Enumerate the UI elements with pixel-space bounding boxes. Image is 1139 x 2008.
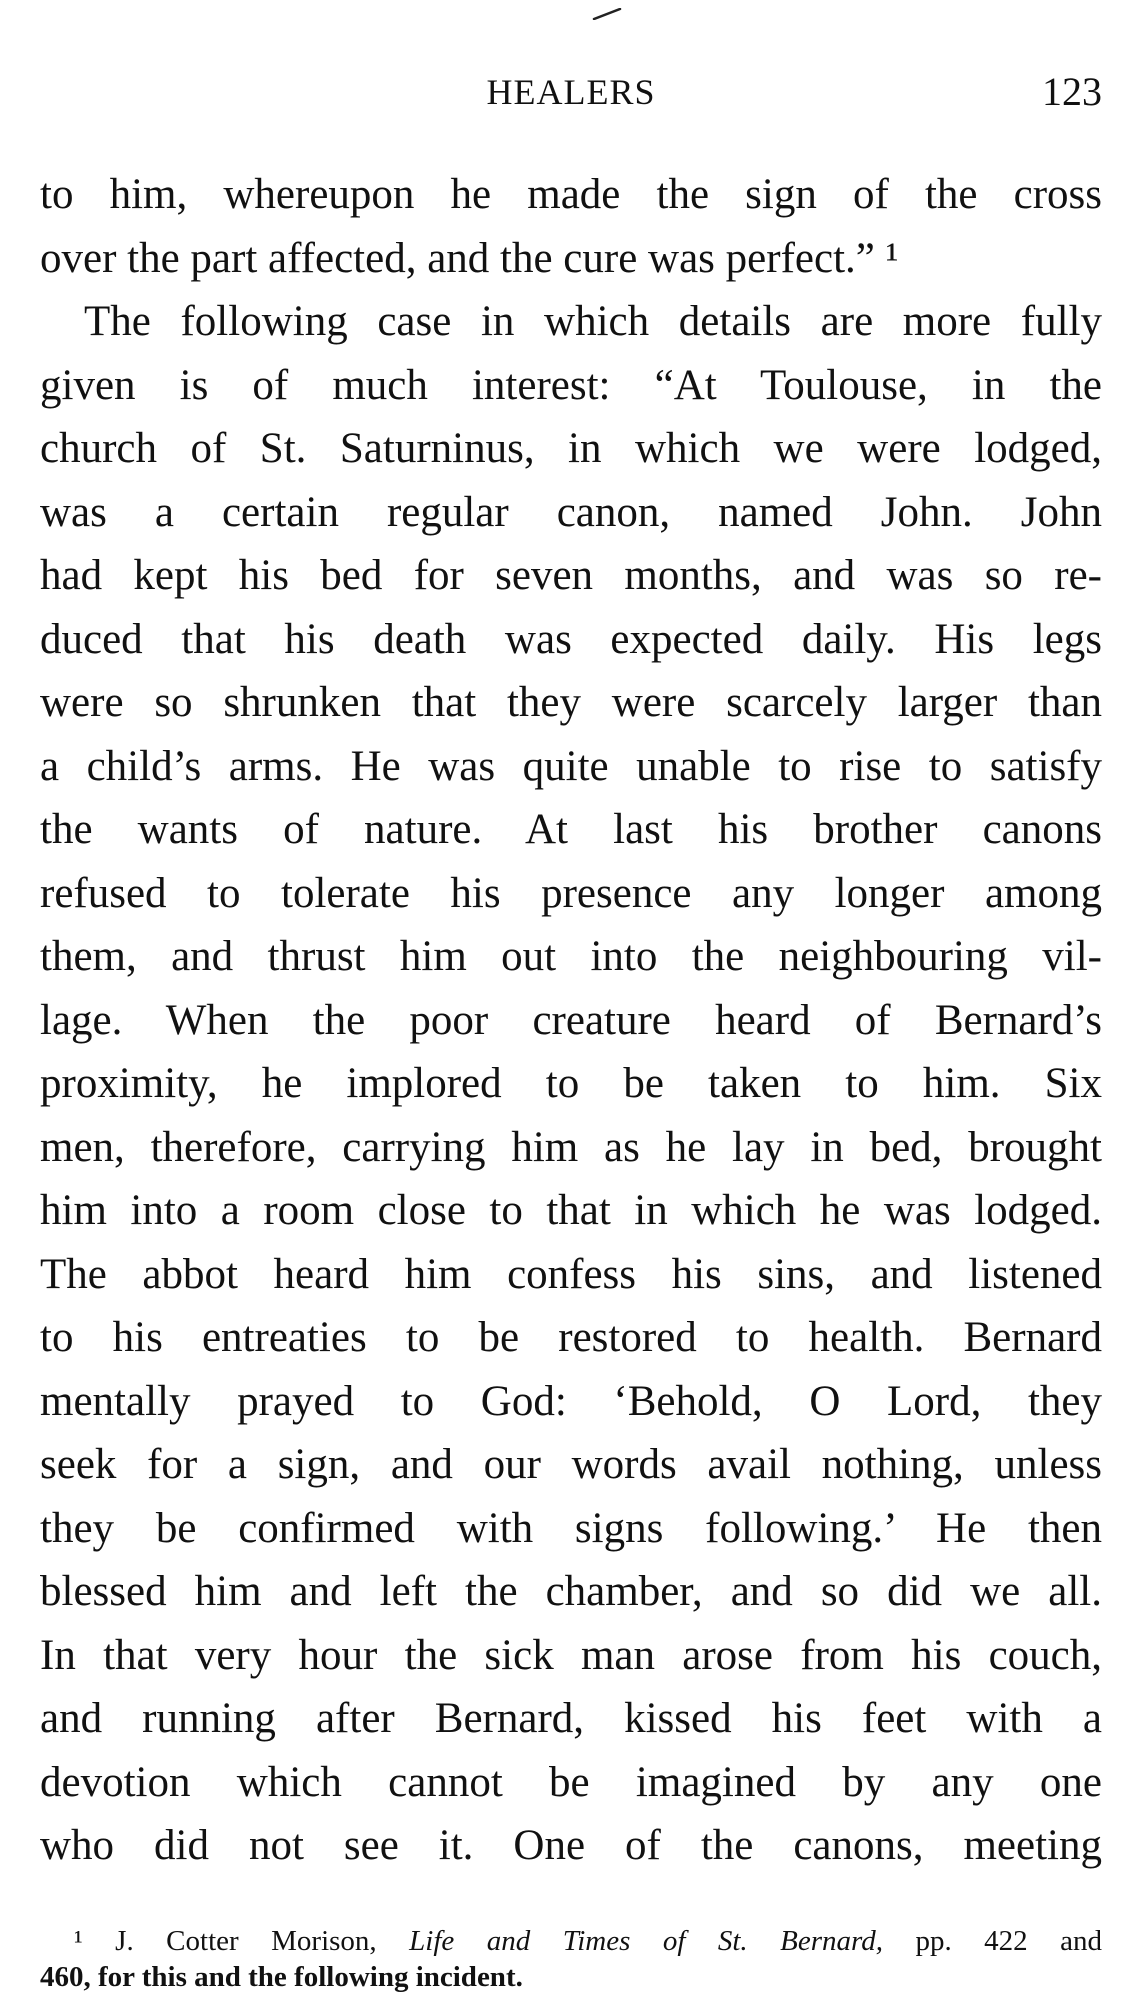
text-line: had kept his bed for seven months, and was so re-: [40, 552, 1102, 599]
text-line: blessed him and left the chamber, and so did we all.: [40, 1568, 1102, 1615]
text-line: them, and thrust him out into the neighbouring vil-: [40, 933, 1102, 980]
text-line: lage. When the poor creature heard of Bernard’s: [40, 996, 1102, 1044]
text-line: duced that his death was expected daily. His legs: [40, 615, 1102, 663]
text-line: refused to tolerate his presence any longer among: [40, 869, 1102, 917]
text-line: mentally prayed to God: ‘Behold, O Lord, they: [40, 1377, 1102, 1425]
text-line: given is of much interest: “At Toulouse, in the: [40, 361, 1102, 409]
running-head: HEALERS: [486, 72, 656, 112]
footnote-marker: ¹: [74, 1925, 83, 1957]
page-header: [40, 64, 1102, 120]
footnote: [40, 1923, 1102, 1995]
text-line: to him, whereupon he made the sign of the cross: [40, 171, 1102, 218]
text-line: and running after Bernard, kissed his feet with a: [40, 1695, 1102, 1742]
footnote-line-2: 460, for this and the following incident.: [40, 1961, 523, 1993]
text-line: church of St. Saturninus, in which we were lodged,: [40, 425, 1102, 472]
text-line: over the part affected, and the cure was perfect.” ¹: [40, 234, 899, 282]
text-line: The following case in which details are more fully: [84, 298, 1102, 345]
text-line: they be confirmed with signs following.’ He then: [40, 1504, 1102, 1552]
text-line: to his entreaties to be restored to health. Bernard: [40, 1314, 1102, 1361]
text-line: devotion which cannot be imagined by any one: [40, 1758, 1102, 1806]
text-line: a child’s arms. He was quite unable to rise to satisfy: [40, 742, 1102, 790]
footnote-line-1: [40, 1923, 1102, 1959]
footnote-book-title: Life and Times of St. Bernard,: [409, 1925, 883, 1957]
text-line: The abbot heard him confess his sins, and listened: [40, 1250, 1102, 1298]
footnote-pages: pp. 422 and: [915, 1925, 1103, 1957]
text-line: who did not see it. One of the canons, meeting: [40, 1822, 1102, 1869]
text-line: men, therefore, carrying him as he lay in bed, brought: [40, 1123, 1102, 1171]
text-line: him into a room close to that in which he was lodged.: [40, 1187, 1102, 1234]
printer-mark: [592, 8, 622, 20]
text-line: proximity, he implored to be taken to him. Six: [40, 1060, 1102, 1107]
footnote-author: J. Cotter Morison,: [115, 1925, 377, 1957]
text-line: seek for a sign, and our words avail nothing, unless: [40, 1441, 1102, 1488]
text-line: was a certain regular canon, named John. John: [40, 488, 1102, 536]
text-line: In that very hour the sick man arose from his couch,: [40, 1631, 1102, 1679]
page-number: 123: [1042, 69, 1102, 114]
text-line: the wants of nature. At last his brother canons: [40, 806, 1102, 853]
text-line: were so shrunken that they were scarcely larger than: [40, 679, 1102, 726]
body-text: [40, 163, 1102, 1878]
